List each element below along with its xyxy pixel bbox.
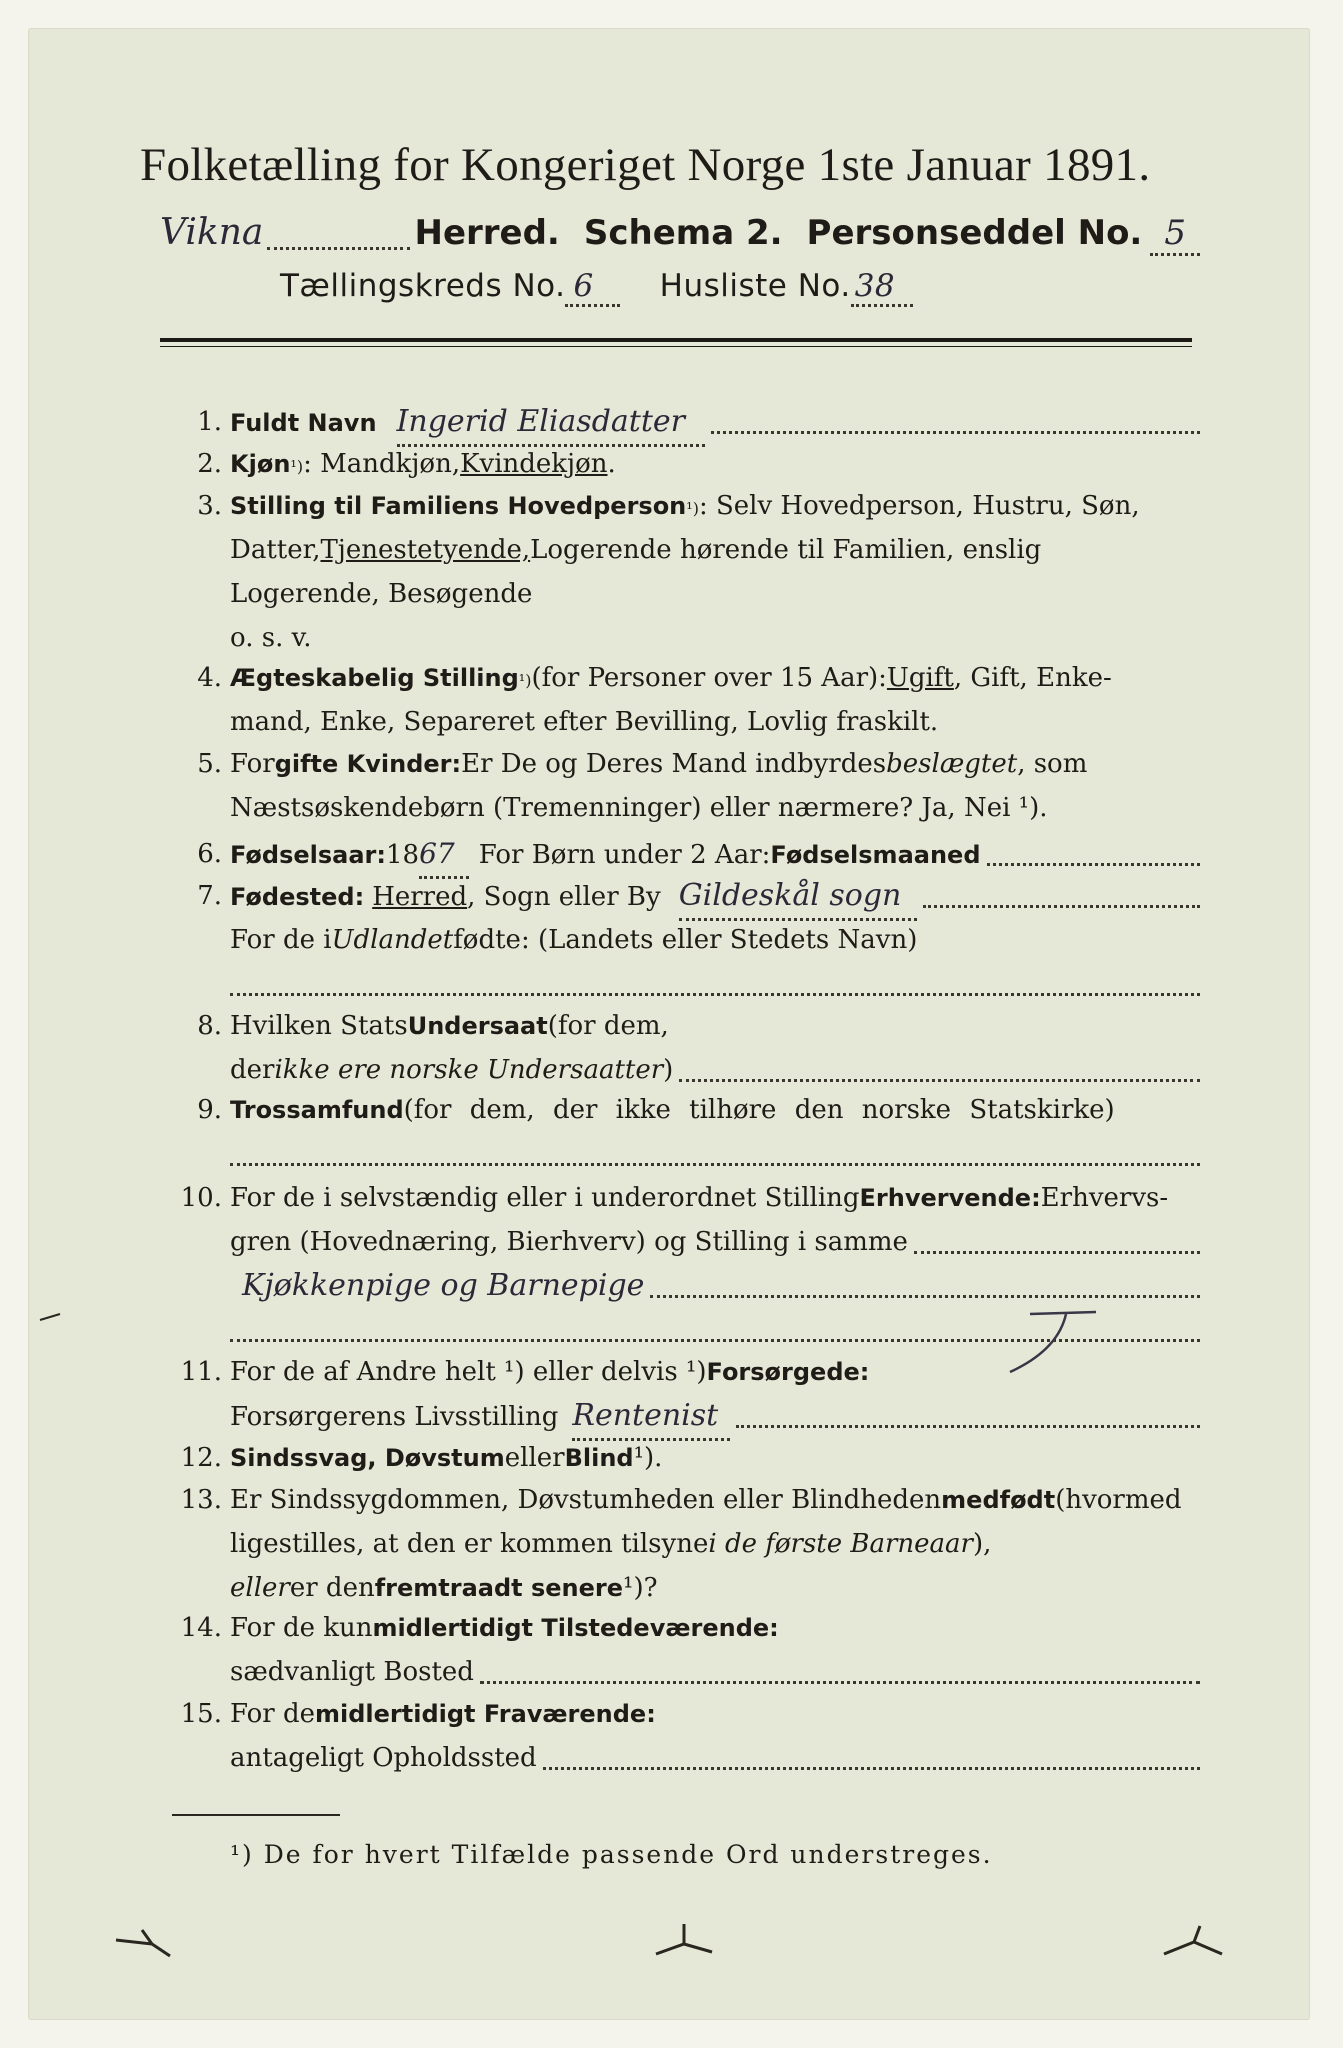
item-number: 15. xyxy=(180,1699,222,1729)
option-text: For de af Andre helt ¹) eller delvis ¹) xyxy=(230,1357,707,1387)
option-text: Er De og Deres Mand indbyrdes xyxy=(461,749,887,779)
option-text: o. s. v. xyxy=(230,623,312,653)
item-number: 13. xyxy=(180,1485,222,1515)
birthplace-selected: Herred xyxy=(372,882,468,912)
option-text: For de i xyxy=(230,925,332,955)
kreds-label: Tællingskreds No. xyxy=(280,268,566,304)
option-text: eller xyxy=(504,1443,565,1473)
registration-mark-icon xyxy=(650,1918,720,1962)
option-text: ligestilles, at den er kommen tilsyne xyxy=(230,1529,709,1559)
occupation-value: Kjøkkenpige og Barnepige xyxy=(242,1268,645,1303)
sex-label: Kjøn xyxy=(230,450,291,478)
temporary-present-label: midlertidigt Tilstedeværende: xyxy=(372,1614,779,1642)
personseddel-value: 5 xyxy=(1150,213,1200,256)
religion-label: Trossamfund xyxy=(230,1096,404,1124)
footnote-mark: ¹) xyxy=(686,499,699,518)
dotted-leader xyxy=(711,431,1200,434)
item-number: 11. xyxy=(180,1357,222,1387)
sex-selected-option: Kvindekjøn xyxy=(460,449,608,479)
option-text: i de første Barneaar xyxy=(708,1529,973,1559)
occupation-label: Erhvervende: xyxy=(859,1184,1041,1212)
item-number: 7. xyxy=(197,881,222,911)
dotted-leader xyxy=(230,993,1200,996)
option-text: ¹)? xyxy=(623,1573,658,1603)
dotted-leader xyxy=(230,1163,1200,1166)
option-text: antageligt Opholdssted xyxy=(230,1743,537,1773)
later-onset-label: fremtraadt senere xyxy=(374,1574,624,1602)
option-text: Logerende, Besøgende xyxy=(230,579,533,609)
item-number: 14. xyxy=(180,1613,222,1643)
header-rule-thin xyxy=(160,346,1192,347)
dotted-leader xyxy=(543,1767,1200,1770)
temporary-absent-label: midlertidigt Fraværende: xyxy=(315,1700,656,1728)
option-text: eller xyxy=(230,1573,290,1603)
marital-status-label: Ægteskabelig Stilling xyxy=(230,664,519,692)
item-number: 4. xyxy=(197,663,222,693)
birth-month-label: Fødselsmaaned xyxy=(770,841,981,869)
dependents-label: Forsørgede: xyxy=(706,1358,870,1386)
birth-year-prefix: 18 xyxy=(386,840,420,870)
registration-mark-icon xyxy=(112,1922,182,1962)
full-name-value: Ingerid Eliasdatter xyxy=(397,400,705,447)
option-text: , som xyxy=(1017,749,1088,779)
item-number: 9. xyxy=(197,1095,222,1125)
option-text: For de kun xyxy=(230,1613,373,1643)
item-number: 1. xyxy=(197,407,222,437)
herred-line xyxy=(160,212,1200,258)
option-text: fødte: (Landets eller Stedets Navn) xyxy=(453,925,918,955)
dotted-leader xyxy=(987,863,1201,866)
household-position-selected: Tjenestetyende, xyxy=(320,535,531,565)
footnote-mark: ¹) xyxy=(290,457,304,476)
dotted-leader xyxy=(650,1295,1200,1298)
footnote-mark: ¹) xyxy=(518,671,532,690)
item-number: 6. xyxy=(197,839,222,869)
household-position-options: : Selv Hovedperson, Hustru, Søn, xyxy=(698,491,1140,521)
option-text: Logerende hørende til Familien, enslig xyxy=(530,535,1042,565)
option-text: (hvormed xyxy=(1055,1485,1182,1515)
option-text: ), xyxy=(972,1529,992,1559)
birth-year-label: Fødselsaar: xyxy=(230,841,386,869)
item-number: 8. xyxy=(197,1011,222,1041)
header-rule xyxy=(160,338,1192,342)
herred-label: Herred. xyxy=(414,213,560,253)
option-text: sædvanligt Bosted xyxy=(230,1657,474,1687)
husliste-label: Husliste No. xyxy=(659,268,851,304)
stray-mark-icon xyxy=(38,1308,68,1332)
option-text: , Sogn eller By xyxy=(467,882,661,912)
birthplace-label: Fødested: xyxy=(230,883,365,911)
marital-status-selected: Ugift xyxy=(886,663,954,693)
birth-year-value: 67 xyxy=(419,832,469,879)
option-text: For de i selvstændig eller i underordnet Stilling xyxy=(230,1183,860,1213)
item-number: 2. xyxy=(197,449,222,479)
option-text: (for Personer over 15 Aar): xyxy=(531,663,887,693)
congenital-label: medfødt xyxy=(941,1486,1056,1514)
form-title: Folketælling for Kongeriget Norge 1ste Januar 1891. xyxy=(140,139,1151,191)
dotted-leader xyxy=(480,1681,1200,1684)
option-text: (for dem, der ikke tilhøre den norske Statskirke) xyxy=(403,1095,1115,1125)
option-text: Næstsøskendebørn (Tremenninger) eller nærmere? Ja, Nei ¹). xyxy=(230,793,1048,823)
option-text: ¹). xyxy=(633,1443,663,1473)
kreds-line xyxy=(280,268,1080,318)
option-text: ) xyxy=(663,1055,674,1085)
birthplace-value: Gildeskål sogn xyxy=(679,874,918,921)
option-text: er den xyxy=(289,1573,375,1603)
option-text: ikke ere norske Undersaatter xyxy=(274,1055,664,1085)
footnote-rule xyxy=(172,1814,340,1816)
option-text: Er Sindssygdommen, Døvstumheden eller Blindheden xyxy=(230,1485,942,1515)
option-text: For xyxy=(230,749,275,779)
herred-value: Vikna xyxy=(160,212,264,253)
sex-options: : Mandkjøn, xyxy=(303,449,461,479)
option-text: For de xyxy=(230,1699,315,1729)
item-number: 5. xyxy=(197,749,222,779)
option-text: Forsørgerens Livsstilling xyxy=(230,1402,559,1432)
full-name-label: Fuldt Navn xyxy=(230,409,377,437)
kreds-value: 6 xyxy=(565,268,619,307)
option-text: mand, Enke, Separeret efter Bevilling, Lovlig fraskilt. xyxy=(230,707,939,737)
dotted-leader xyxy=(736,1425,1200,1428)
item-number: 12. xyxy=(180,1443,222,1473)
option-text: (for dem, xyxy=(547,1011,669,1041)
dotted-leader xyxy=(923,905,1200,908)
provider-occupation-value: Rentenist xyxy=(572,1394,730,1441)
option-text: For Børn under 2 Aar: xyxy=(478,840,771,870)
option-text: Udlandet xyxy=(331,925,454,955)
item-number: 3. xyxy=(197,491,222,521)
blind-label: Blind xyxy=(564,1444,634,1472)
schema-label: Schema 2. xyxy=(583,213,783,253)
household-position-label: Stilling til Familiens Hovedperson xyxy=(230,492,687,520)
item-number: 10. xyxy=(180,1183,222,1213)
dotted-leader xyxy=(914,1251,1200,1254)
disability-label: Sindssvag, Døvstum xyxy=(230,1444,505,1472)
option-text: Hvilken Stats xyxy=(230,1011,408,1041)
footnote: ¹) De for hvert Tilfælde passende Ord understreges. xyxy=(230,1840,993,1869)
option-text: der xyxy=(230,1055,275,1085)
option-text: Datter, xyxy=(230,535,321,565)
option-text: beslægtet xyxy=(886,749,1018,779)
check-mark-icon xyxy=(1000,1300,1100,1380)
nationality-label: Undersaat xyxy=(407,1012,548,1040)
option-text: Erhvervs- xyxy=(1040,1183,1169,1213)
husliste-value: 38 xyxy=(851,268,913,307)
option-text: gren (Hovednæring, Bierhverv) og Stilling i samme xyxy=(230,1227,908,1257)
married-women-label: gifte Kvinder: xyxy=(274,750,462,778)
sex-end: . xyxy=(607,449,616,479)
registration-mark-icon xyxy=(1160,1920,1230,1960)
dotted-leader xyxy=(679,1079,1200,1082)
dotted-leader xyxy=(267,246,410,250)
option-text: , Gift, Enke- xyxy=(953,663,1112,693)
personseddel-label: Personseddel No. xyxy=(806,213,1143,253)
